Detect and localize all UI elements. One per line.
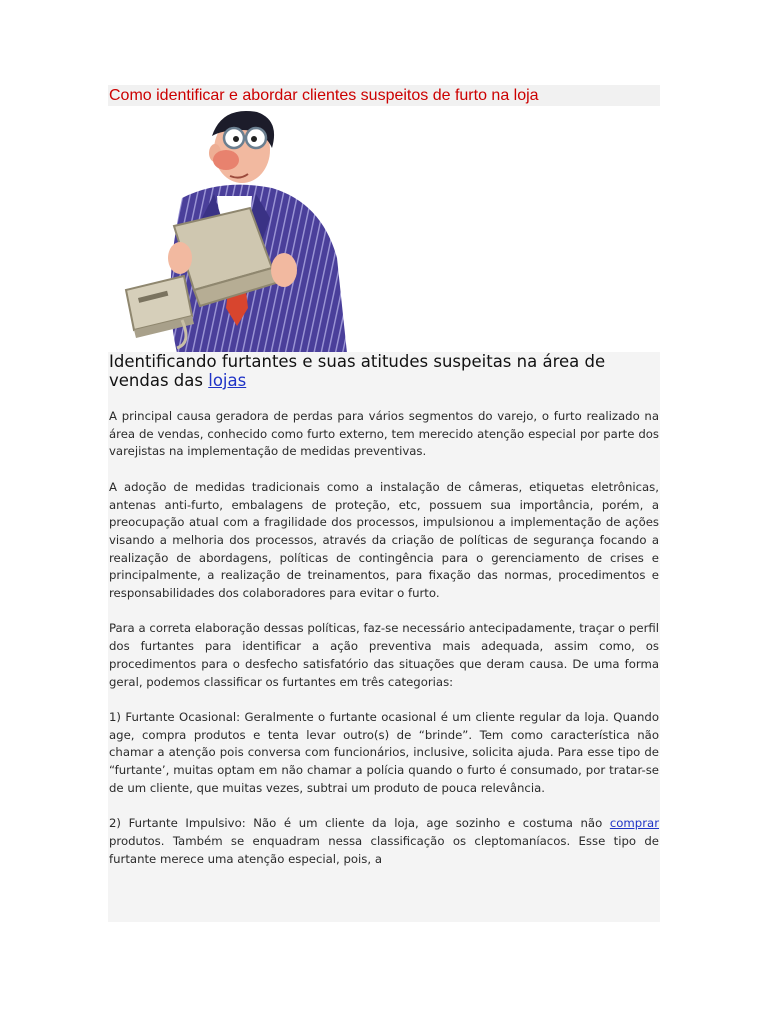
comprar-link[interactable]: comprar [609,816,659,831]
paragraph-2: A adoção de medidas tradicionais como a instalação de câmeras, etiquetas eletrônicas, antenas anti-furto, embalagens de proteção, etc, possuem sua importância, porém, a preocupação atual com a fragilidade dos processos, impulsionou a implementação de ações visando a melhoria dos processos, através da criação de políticas de segurança focando a realização de abordagens, políticas de contingência para o gerenciamento de crises e principalmente, a realização de treinamentos, para fixação das normas, procedimentos e responsabilidades dos colaboradores para evitar o furto. [109,479,659,601]
paragraph-1: A principal causa geradora de perdas para vários segmentos do varejo, o furto realizado na área de vendas, conhecido como furto externo, tem merecido atenção especial por parte dos varejistas na implementação de medidas preventivas. [109,409,659,459]
section-heading-text: Identificando furtantes e suas atitudes suspeitas na área de vendas das [109,352,606,390]
paragraph-5-start: 2) Furtante Impulsivo: Não é um cliente da loja, age sozinho e costuma não [109,816,610,831]
paragraph-3: Para a correta elaboração dessas políticas, faz-se necessário antecipadamente, traçar o perfil dos furtantes para identificar a ação preventiva mais adequada, assim como, os procedimentos para o desfecho satisfatório das situações que deram causa. De uma forma geral, podemos classificar os furtantes em três categorias: [109,621,659,689]
section-heading [108,352,660,390]
article-title: Como identificar e abordar clientes suspeitos de furto na loja [109,87,539,104]
cartoon-man-stealing-computer-icon [122,108,362,353]
paragraph-5-end: produtos. Também se enquadram nessa classificação os cleptomaníacos. Esse tipo de furtante merece uma atenção especial, pois, a [109,833,659,866]
article-body [108,352,660,922]
paragraph-4: 1) Furtante Ocasional: Geralmente o furtante ocasional é um cliente regular da loja. Quando age, compra produtos e tenta levar outro(s) de “brinde”. Tem como característica não chamar a atenção pois conversa com funcionários, inclusive, solicita ajuda. Para esse tipo de “furtante’, muitas optam em não chamar a polícia quando o furto é consumado, por tratar-se de um cliente, que muitas vezes, subtrai um produto de pouca relevância. [109,709,659,795]
lojas-link[interactable]: lojas [208,371,247,390]
paragraph-5 [108,815,660,868]
